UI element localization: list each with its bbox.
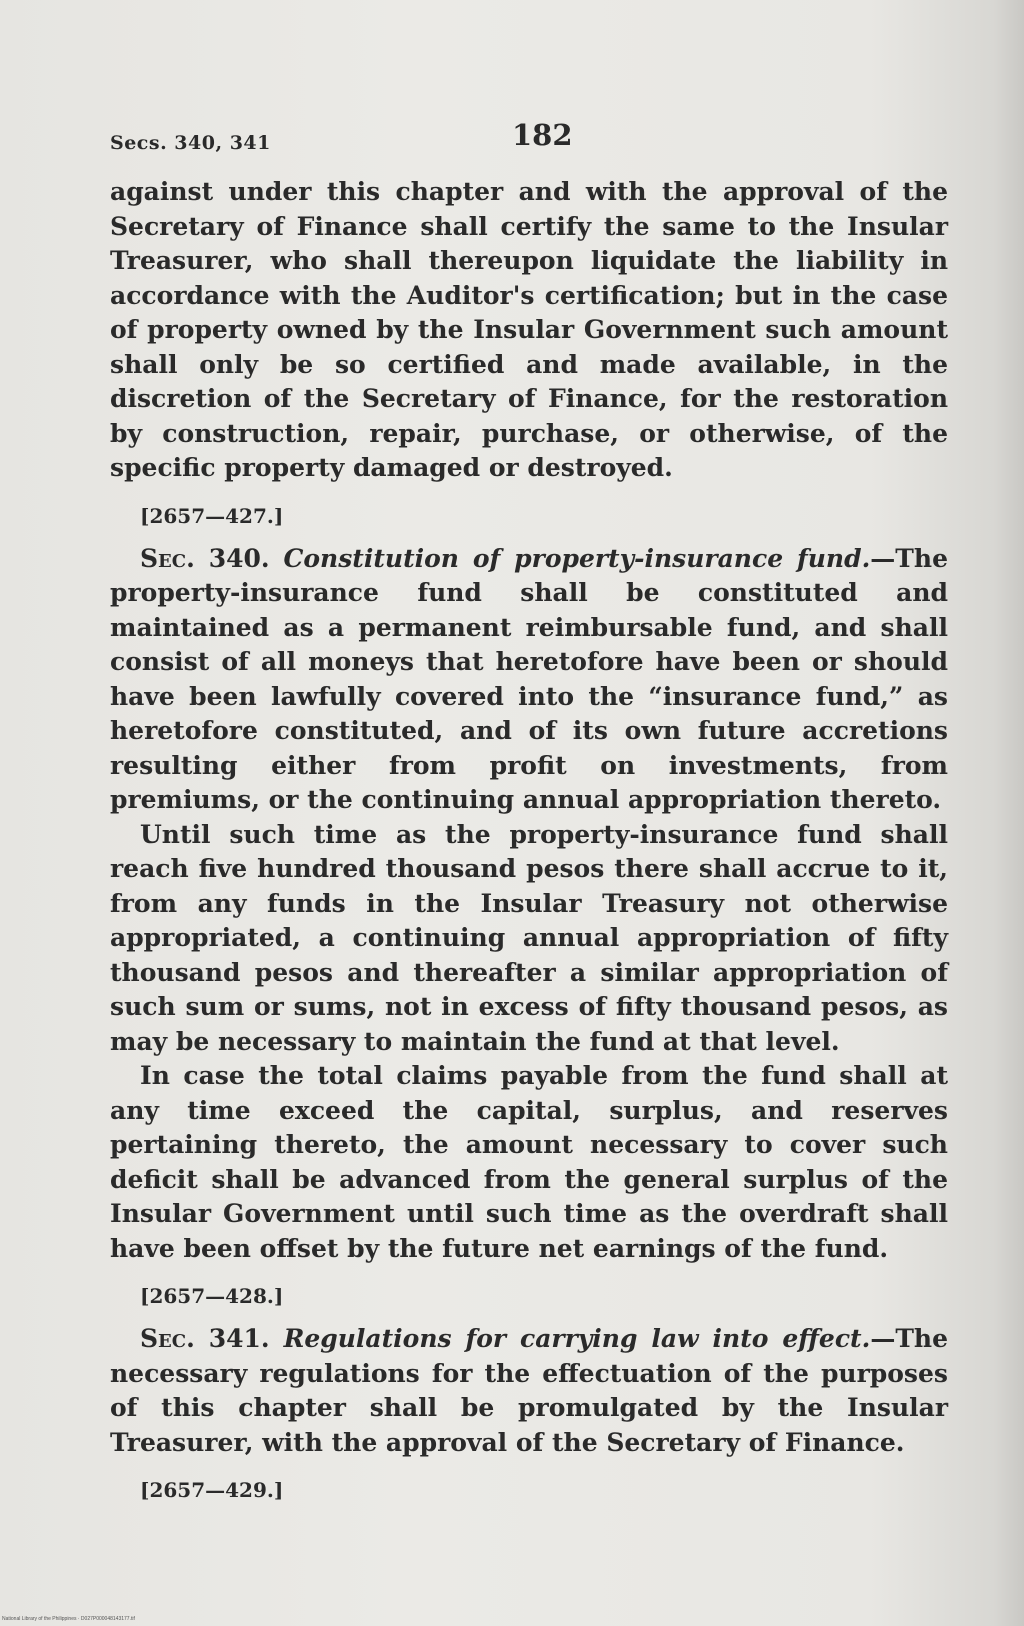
page-header (110, 118, 948, 158)
section-340-label: Sec. 340. (140, 543, 270, 573)
citation: [2657—429.] (140, 1478, 284, 1502)
citation: [2657—428.] (140, 1284, 284, 1308)
section-341-label: Sec. 341. (140, 1324, 270, 1353)
section-340-paragraph-3: In case the total claims payable from the fund shall at any time exceed the capital, surplus, and reserves pertaining thereto, the amount necessary to cover such deficit shall be advanced from the general surplus of the Insular Government until such time as the overdraft shall have been offset by the future net earnings of the fund. (110, 1061, 948, 1263)
continuation-text: against under this chapter and with the approval of the Secretary of Finance shall certify the same to the Insular Treasurer, who shall thereupon liquidate the liability in accordance with the Auditor's certification; but in the case of property owned by the Insular Government such amount shall only be so certified and made available, in the discretion of the Secretary of Finance, for the restoration by construction, repair, purchase, or otherwise, of the specific property damaged or destroyed. (110, 177, 948, 482)
page-body (110, 175, 948, 1516)
section-340-text: —The property-insurance fund shall be constituted and maintained as a permanent reimbursable fund, and shall consist of all moneys that heretofore have been or should have been lawfully covered into the “insurance fund,” as heretofore constituted, and of its own future accretions resulting either from profit on investments, from premiums, or the continuing annual appropriation thereto. (110, 543, 948, 814)
continuation-paragraph (110, 175, 948, 486)
section-340-paragraph (110, 542, 948, 818)
section-341-paragraph (110, 1322, 948, 1460)
citation: [2657—427.] (140, 503, 284, 528)
section-341-title: Regulations for carrying law into effect. (283, 1324, 871, 1353)
section-341-text: —The necessary regulations for the effectuation of the purposes of this chapter shall be promulgated by the Insular Treasurer, with the approval of the Secretary of Finance. (110, 1324, 948, 1457)
section-340-title: Constitution of property-insurance fund. (283, 543, 871, 573)
section-340-paragraph-2: Until such time as the property-insurance fund shall reach five hundred thousand pesos there shall accrue to it, from any funds in the Insular Treasury not otherwise appropriated, a continuing annual appropriation of fifty thousand pesos and thereafter a similar appropriation of such sum or sums, not in excess of fifty thousand pesos, as may be necessary to maintain the fund at that level. (110, 819, 948, 1056)
scan-footer: National Library of the Philippines · D027P000048143177.tif (2, 1616, 135, 1622)
section-reference: Secs. 340, 341 (110, 132, 271, 154)
page-number: 182 (512, 118, 573, 152)
